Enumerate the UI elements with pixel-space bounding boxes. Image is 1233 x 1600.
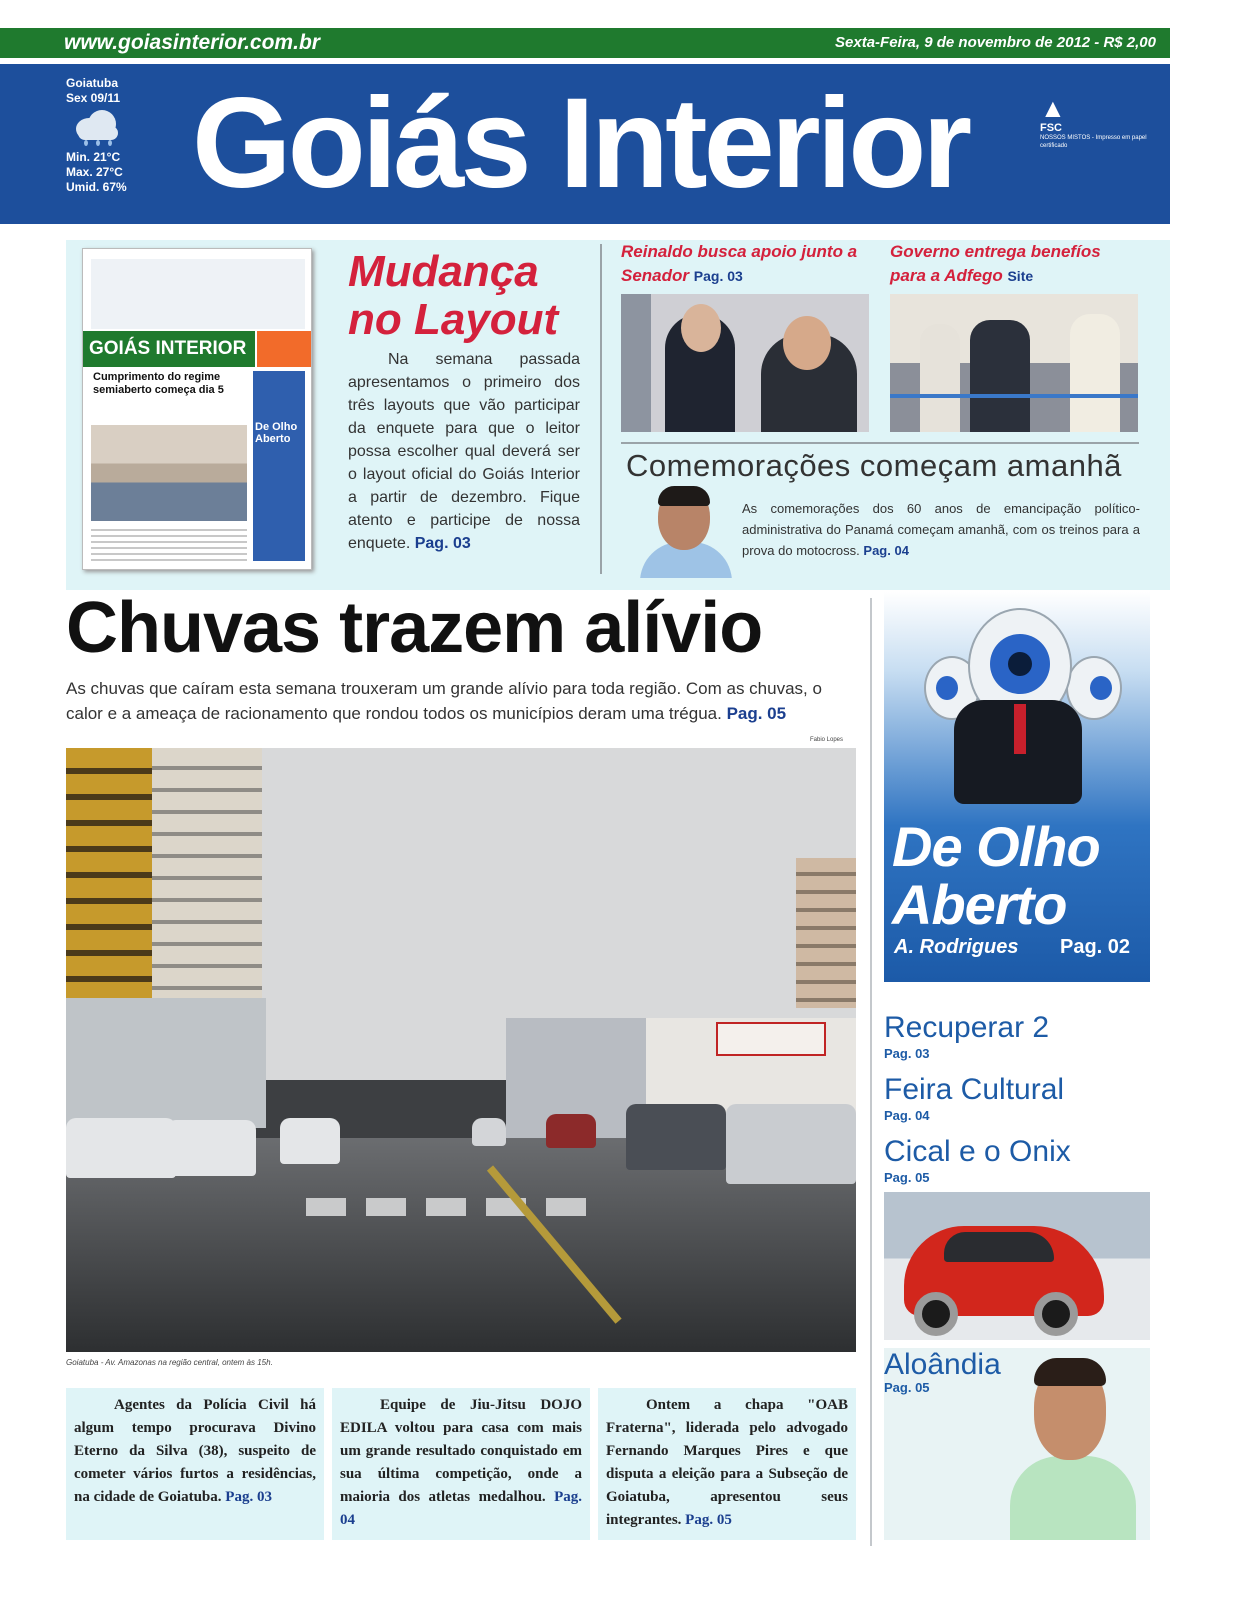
brief-page-link[interactable]: Pag. 04: [340, 1489, 583, 1528]
weather-day: Sex 09/11: [66, 91, 121, 105]
weather-humidity: Umid. 67%: [66, 180, 127, 194]
governo-kicker-line2: para a Adfego: [890, 266, 1003, 285]
weather-city: Goiatuba: [66, 76, 119, 90]
eye-iris: [936, 676, 958, 700]
cical-onix-page-link[interactable]: Pag. 05: [884, 1170, 930, 1185]
car-window: [944, 1232, 1054, 1262]
main-lede-text: As chuvas que caíram esta semana trouxeram um grande alívio para toda região. Com as chuvas, o calor e a ameaça de racionamento que rondou todos os municípios deram uma trégua.: [66, 679, 822, 723]
weather-max: Max. 27°C: [66, 165, 123, 179]
comemoracoes-body: [742, 498, 1140, 561]
brief-text: Ontem a chapa "OAB Fraterna", liderada pelo advogado Fernando Marques Pires e que disputa a eleição para a Subseção de Goiatuba, apresentou seus integrantes.: [606, 1397, 848, 1528]
jiu-jitsu-brief: [332, 1388, 590, 1540]
photo-caption: Goiatuba - Av. Amazonas na região central, ontem às 15h.: [66, 1358, 273, 1367]
recuperar-title[interactable]: Recuperar 2: [884, 1011, 1050, 1044]
portrait-hair: [658, 486, 710, 506]
column-divider: [870, 598, 872, 1546]
layout-story-title[interactable]: [348, 248, 558, 344]
brief-page-link[interactable]: Pag. 03: [225, 1489, 272, 1505]
person-head: [783, 316, 831, 370]
person-head: [681, 304, 721, 352]
fsc-certification: [1040, 94, 1150, 150]
thumbnail-accent: [257, 331, 312, 367]
policia-brief: [66, 1388, 324, 1540]
rain-cloud-icon: [72, 110, 120, 144]
crosswalk-stripe: [546, 1198, 586, 1216]
parked-car: [166, 1120, 256, 1176]
building: [66, 998, 266, 1128]
thumbnail-photo: [91, 425, 247, 521]
governo-kicker-line1: Governo entrega benefíos: [890, 242, 1101, 261]
olho-author: A. Rodrigues: [894, 936, 1019, 958]
main-lede: [66, 676, 862, 726]
section-rule: [621, 442, 1139, 444]
de-olho-aberto-column[interactable]: [884, 592, 1150, 982]
comemoracoes-page-link[interactable]: Pag. 04: [863, 543, 909, 558]
governo-site-link[interactable]: Site: [1007, 268, 1034, 284]
thumbnail-headline: Cumprimento do regime semiaberto começa dia 5: [93, 371, 224, 396]
brief-text: Equipe de Jiu-Jitsu DOJO EDILA voltou para casa com mais um grande resultado conquistado em sua última competição, onde a maioria dos atletas medalhou.: [340, 1397, 582, 1505]
store-sign: [716, 1022, 826, 1056]
column-divider: [600, 244, 602, 574]
olho-title-line1: De Olho: [892, 815, 1100, 878]
person-figure: [920, 324, 960, 432]
layout-story-text: Na semana passada apresentamos o primeiro dos três layouts que vão participar da enquete para que o leitor possa escolher qual deverá ser o layout oficial do Goiás Interior a partir de dezembro. Fique atento e participe de nossa enquete.: [348, 351, 580, 552]
portrait-hair: [1034, 1358, 1106, 1386]
fsc-text: NOSSOS MISTOS - Impresso em papel certificado: [1040, 135, 1147, 149]
olho-title-line2: Aberto: [892, 873, 1067, 936]
recuperar-page-link[interactable]: Pag. 03: [884, 1046, 930, 1061]
teaser-band: [66, 240, 1170, 590]
eye-iris: [1090, 676, 1112, 700]
fsc-label: FSC: [1040, 122, 1062, 134]
red-tie: [1014, 704, 1026, 754]
thumbnail-side-label: De Olho Aberto: [253, 371, 305, 561]
brief-page-link[interactable]: Pag. 05: [685, 1512, 732, 1528]
brief-text: Agentes da Polícia Civil há algum tempo procurava Divino Eterno da Silva (38), suspeito de cometer vários furtos a residências, na cidade de Goiatuba.: [74, 1397, 316, 1505]
oab-brief: [598, 1388, 856, 1540]
layout-title-line2: no Layout: [348, 295, 559, 344]
feira-cultural-title[interactable]: Feira Cultural: [884, 1073, 1065, 1106]
parked-car: [626, 1104, 726, 1170]
building: [796, 858, 856, 1008]
reinaldo-kicker-line2: Senador: [621, 266, 690, 285]
red-car-photo: [884, 1192, 1150, 1340]
crosswalk-stripe: [366, 1198, 406, 1216]
parked-car: [66, 1118, 176, 1178]
reinaldo-senator-photo: [621, 294, 869, 432]
main-headline[interactable]: Chuvas trazem alívio: [66, 588, 763, 668]
thumbnail-header: [91, 259, 305, 329]
reinaldo-page-link[interactable]: Pag. 03: [693, 268, 743, 284]
mayor-portrait: [632, 486, 736, 578]
parked-car: [280, 1118, 340, 1164]
car-wheel: [1034, 1292, 1078, 1336]
weather-min: Min. 21°C: [66, 150, 121, 164]
masthead: [0, 64, 1170, 224]
cical-onix-title[interactable]: Cical e o Onix: [884, 1135, 1071, 1168]
distant-car: [472, 1118, 506, 1146]
reinaldo-kicker-line1: Reinaldo busca apoio junto a: [621, 242, 858, 261]
person-figure: [1070, 314, 1120, 432]
photo-credit: Fabio Lopes: [810, 737, 844, 743]
comemoracoes-text: As comemorações dos 60 anos de emancipação político-administrativa do Panamá começam amanhã, com os treinos para a prova do motocross.: [742, 501, 1140, 558]
layout-title-line1: Mudança: [348, 247, 539, 296]
website-url[interactable]: www.goiasinterior.com.br: [64, 31, 320, 54]
thumbnail-masthead: GOIÁS INTERIOR: [83, 331, 255, 367]
person-figure: [970, 320, 1030, 432]
portrait-shirt: [1010, 1456, 1136, 1540]
governo-kicker[interactable]: [890, 240, 1101, 288]
previous-layout-thumbnail[interactable]: [82, 248, 312, 570]
parked-car: [546, 1114, 596, 1148]
olho-page-link[interactable]: Pag. 02: [1060, 936, 1131, 958]
eye-pupil: [1008, 652, 1032, 676]
top-strip: [0, 28, 1170, 58]
fsc-tree-icon: ▲: [1040, 93, 1066, 123]
crosswalk-stripe: [306, 1198, 346, 1216]
parked-car: [726, 1104, 856, 1184]
feira-cultural-page-link[interactable]: Pag. 04: [884, 1108, 930, 1123]
ribbon-cutting-photo: [890, 294, 1138, 432]
ribbon: [890, 394, 1138, 398]
aloandia-title: Aloândia: [884, 1348, 1001, 1381]
edition-date: Sexta-Feira, 9 de novembro de 2012 - R$ 2,00: [835, 34, 1156, 51]
olho-title: [892, 815, 1100, 936]
aloandia-box[interactable]: [884, 1348, 1150, 1540]
thumbnail-text-lines: [91, 529, 247, 563]
newspaper-title: Goiás Interior: [192, 72, 969, 215]
layout-story-body: [348, 348, 580, 555]
car-wheel: [914, 1292, 958, 1336]
aloandia-page-link[interactable]: Pag. 05: [884, 1380, 930, 1395]
comemoracoes-title[interactable]: Comemorações começam amanhã: [626, 448, 1122, 483]
weather-box: [66, 76, 136, 195]
layout-story-page-link[interactable]: Pag. 03: [414, 535, 471, 552]
rainy-street-photo: [66, 748, 856, 1352]
reinaldo-kicker[interactable]: [621, 240, 857, 288]
crosswalk-stripe: [426, 1198, 466, 1216]
main-story-page-link[interactable]: Pag. 05: [726, 704, 787, 723]
